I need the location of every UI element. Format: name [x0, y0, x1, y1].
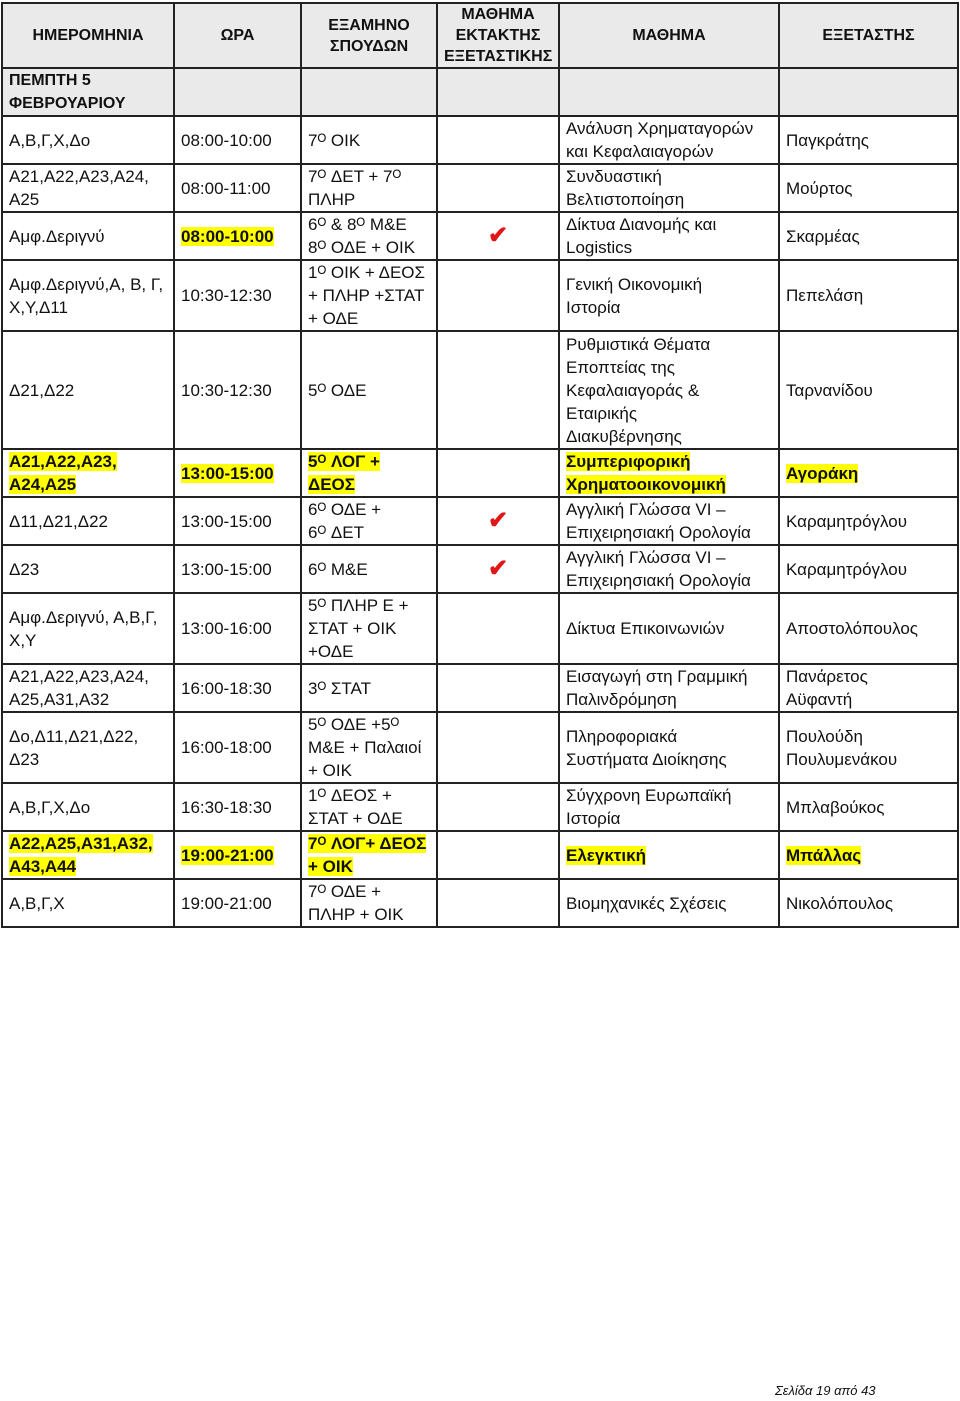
semester-text: 1ᴼ ΟΙΚ + ΔΕΟΣ + ΠΛΗΡ +ΣΤΑΤ + ΟΔΕ: [308, 263, 426, 328]
cell-semester: [301, 260, 437, 331]
course-text: Πληροφοριακά Συστήματα Διοίκησης: [566, 726, 727, 769]
group-text: Α22,Α25,Α31,Α32, Α43,Α44: [9, 834, 153, 876]
group-text: Α21,Α22,Α23, Α24,Α25: [9, 452, 117, 494]
cell-time: [174, 260, 301, 331]
examiner-text: Μούρτος: [786, 178, 853, 198]
cell-time: [174, 116, 301, 164]
table-row: [2, 260, 958, 331]
header-date: ΗΜΕΡΟΜΗΝΙΑ: [2, 3, 174, 68]
examiner-text: Καραμητρόγλου: [786, 559, 908, 579]
cell-examiner: [779, 783, 958, 831]
examiner-text: Αγοράκη: [786, 463, 859, 483]
header-examiner: ΕΞΕΤΑΣΤΗΣ: [779, 3, 958, 68]
header-extra-exam: ΜΑΘΗΜΑ ΕΚΤΑΚΤΗΣ ΕΞΕΤΑΣΤΙΚΗΣ: [437, 3, 559, 68]
cell-course: [559, 664, 779, 712]
header-time: ΩΡΑ: [174, 3, 301, 68]
time-text: 19:00-21:00: [181, 845, 274, 865]
time-text: 08:00-11:00: [181, 178, 271, 198]
date-row: [2, 68, 958, 116]
cell-course: [559, 497, 779, 545]
cell-extra: [437, 545, 559, 593]
table-row: [2, 497, 958, 545]
cell-semester: [301, 116, 437, 164]
table-row: [2, 664, 958, 712]
cell-examiner: [779, 331, 958, 449]
cell-examiner: [779, 449, 958, 497]
table-row: [2, 164, 958, 212]
time-text: 13:00-15:00: [181, 463, 274, 483]
table-row: [2, 879, 958, 927]
cell-extra: [437, 497, 559, 545]
cell-group: [2, 331, 174, 449]
cell-semester: [301, 164, 437, 212]
examiner-text: Ταρνανίδου: [786, 380, 873, 400]
table-row: [2, 449, 958, 497]
semester-text: 7ᴼ ΟΙΚ: [308, 130, 361, 150]
examiner-text: Νικολόπουλος: [786, 893, 894, 913]
group-text: Α,Β,Γ,Χ,Δο: [9, 797, 91, 817]
time-text: 16:30-18:30: [181, 797, 272, 817]
time-text: 16:00-18:00: [181, 738, 272, 757]
group-text: Αμφ.Δεριγνύ: [9, 226, 105, 246]
header-semester: ΕΞΑΜΗΝΟ ΣΠΟΥΔΩΝ: [301, 3, 437, 68]
cell-course: [559, 164, 779, 212]
course-text: Βιομηχανικές Σχέσεις: [566, 893, 727, 913]
cell-time: [174, 449, 301, 497]
table-row: [2, 783, 958, 831]
cell-group: [2, 593, 174, 664]
examiner-text: Σκαρμέας: [786, 226, 860, 246]
cell-extra: [437, 260, 559, 331]
cell-semester: [301, 212, 437, 260]
cell-extra: [437, 783, 559, 831]
cell-course: [559, 783, 779, 831]
cell-group: [2, 212, 174, 260]
course-text: Συμπεριφορική Χρηματοοικονομική: [566, 452, 726, 494]
exam-schedule-table: [1, 2, 959, 928]
cell-semester: [301, 879, 437, 927]
cell-course: [559, 116, 779, 164]
table-row: [2, 712, 958, 783]
header-course: ΜΑΘΗΜΑ: [559, 3, 779, 68]
cell-time: [174, 497, 301, 545]
cell-group: [2, 712, 174, 783]
semester-text: 7ᴼ ΛΟΓ+ ΔΕΟΣ + ΟΙΚ: [308, 834, 427, 876]
time-text: 16:00-18:30: [181, 678, 272, 698]
check-icon: ✔: [487, 554, 509, 582]
semester-text: 6ᴼ Μ&Ε: [308, 559, 368, 579]
semester-text: 6ᴼ & 8ᴼ Μ&Ε 8ᴼ ΟΔΕ + ΟΙΚ: [308, 215, 416, 257]
cell-time: [174, 164, 301, 212]
time-text: 19:00-21:00: [181, 893, 272, 913]
course-text: Αγγλική Γλώσσα VI – Επιχειρησιακή Ορολογία: [566, 500, 751, 542]
cell-extra: [437, 879, 559, 927]
semester-text: 5ᴼ ΛΟΓ + ΔΕΟΣ: [308, 452, 380, 494]
examiner-text: Πεπελάση: [786, 286, 864, 305]
cell-examiner: [779, 212, 958, 260]
cell-time: [174, 331, 301, 449]
cell-course: [559, 212, 779, 260]
page-number: Σελίδα 19 από 43: [775, 1383, 876, 1398]
group-text: Δο,Δ11,Δ21,Δ22, Δ23: [9, 726, 139, 769]
cell-semester: [301, 593, 437, 664]
cell-extra: [437, 593, 559, 664]
cell-examiner: [779, 497, 958, 545]
cell-semester: [301, 831, 437, 879]
time-text: 10:30-12:30: [181, 380, 272, 400]
course-text: Ρυθμιστικά Θέματα Εποπτείας της Κεφαλαιαγοράς & Εταιρικής Διακυβέρνησης: [566, 334, 711, 446]
group-text: Δ11,Δ21,Δ22: [9, 511, 108, 531]
time-text: 08:00-10:00: [181, 130, 272, 150]
cell-extra: [437, 331, 559, 449]
examiner-text: Πανάρετος Αϋφαντή: [786, 667, 868, 709]
course-text: Γενική Οικονομική Ιστορία: [566, 274, 703, 317]
semester-text: 5ᴼ ΠΛΗΡ Ε + ΣΤΑΤ + ΟΙΚ +ΟΔΕ: [308, 596, 409, 661]
cell-time: [174, 783, 301, 831]
cell-extra: [437, 116, 559, 164]
cell-examiner: [779, 593, 958, 664]
cell-course: [559, 712, 779, 783]
cell-extra: [437, 212, 559, 260]
table-row: [2, 593, 958, 664]
cell-group: [2, 260, 174, 331]
table-row: [2, 331, 958, 449]
group-text: Δ21,Δ22: [9, 380, 75, 400]
cell-time: [174, 664, 301, 712]
cell-time: [174, 831, 301, 879]
time-text: 08:00-10:00: [181, 226, 274, 246]
cell-extra: [437, 664, 559, 712]
cell-examiner: [779, 260, 958, 331]
cell-course: [559, 879, 779, 927]
cell-semester: [301, 497, 437, 545]
cell-group: [2, 879, 174, 927]
cell-time: [174, 593, 301, 664]
course-text: Εισαγωγή στη Γραμμική Παλινδρόμηση: [566, 667, 748, 709]
cell-group: [2, 116, 174, 164]
cell-examiner: [779, 664, 958, 712]
cell-course: [559, 449, 779, 497]
semester-text: 5ᴼ ΟΔΕ +5ᴼ Μ&Ε + Παλαιοί + ΟΙΚ: [308, 715, 422, 780]
cell-group: [2, 545, 174, 593]
semester-text: 3ᴼ ΣΤΑΤ: [308, 678, 371, 698]
check-icon: ✔: [487, 506, 509, 534]
cell-examiner: [779, 545, 958, 593]
course-text: Ελεγκτική: [566, 845, 646, 865]
cell-group: [2, 497, 174, 545]
date-label: ΠΕΜΠΤΗ 5 ΦΕΒΡΟΥΑΡΙΟΥ: [2, 68, 174, 116]
cell-group: [2, 164, 174, 212]
course-text: Δίκτυα Επικοινωνιών: [566, 619, 725, 638]
group-text: Α,Β,Γ,Χ: [9, 893, 65, 913]
cell-course: [559, 260, 779, 331]
cell-semester: [301, 545, 437, 593]
examiner-text: Παγκράτης: [786, 130, 869, 150]
cell-extra: [437, 449, 559, 497]
cell-group: [2, 664, 174, 712]
cell-examiner: [779, 116, 958, 164]
time-text: 13:00-16:00: [181, 619, 272, 638]
check-icon: ✔: [487, 221, 509, 249]
time-text: 13:00-15:00: [181, 559, 272, 579]
cell-extra: [437, 712, 559, 783]
cell-course: [559, 331, 779, 449]
group-text: Α,Β,Γ,Χ,Δο: [9, 130, 91, 150]
cell-time: [174, 545, 301, 593]
group-text: Αμφ.Δεριγνύ, Α,Β,Γ, Χ,Υ: [9, 607, 158, 650]
cell-semester: [301, 449, 437, 497]
cell-course: [559, 545, 779, 593]
cell-examiner: [779, 831, 958, 879]
cell-semester: [301, 712, 437, 783]
cell-course: [559, 831, 779, 879]
group-text: Α21,Α22,Α23,Α24, Α25: [9, 167, 149, 209]
time-text: 13:00-15:00: [181, 511, 272, 531]
cell-group: [2, 831, 174, 879]
group-text: Α21,Α22,Α23,Α24, Α25,Α31,Α32: [9, 667, 149, 709]
group-text: Αμφ.Δεριγνύ,Α, Β, Γ, Χ,Υ,Δ11: [9, 274, 164, 317]
group-text: Δ23: [9, 559, 40, 579]
cell-time: [174, 212, 301, 260]
examiner-text: Μπάλλας: [786, 845, 862, 865]
cell-semester: [301, 664, 437, 712]
cell-examiner: [779, 164, 958, 212]
course-text: Δίκτυα Διανομής και Logistics: [566, 215, 717, 257]
semester-text: 6ᴼ ΟΔΕ + 6ᴼ ΔΕΤ: [308, 500, 382, 542]
cell-extra: [437, 831, 559, 879]
cell-time: [174, 879, 301, 927]
examiner-text: Αποστολόπουλος: [786, 619, 918, 638]
examiner-text: Μπλαβούκος: [786, 797, 885, 817]
time-text: 10:30-12:30: [181, 286, 272, 305]
examiner-text: Καραμητρόγλου: [786, 511, 908, 531]
examiner-text: Πουλούδη Πουλυμενάκου: [786, 726, 898, 769]
table-row: [2, 831, 958, 879]
cell-group: [2, 449, 174, 497]
semester-text: 7ᴼ ΔΕΤ + 7ᴼ ΠΛΗΡ: [308, 167, 402, 209]
course-text: Αγγλική Γλώσσα VI – Επιχειρησιακή Ορολογία: [566, 548, 751, 590]
cell-course: [559, 593, 779, 664]
cell-group: [2, 783, 174, 831]
semester-text: 5ᴼ ΟΔΕ: [308, 380, 367, 400]
course-text: Ανάλυση Χρηματαγορών και Κεφαλαιαγορών: [566, 119, 754, 161]
table-row: [2, 116, 958, 164]
cell-extra: [437, 164, 559, 212]
cell-semester: [301, 331, 437, 449]
course-text: Συνδυαστική Βελτιστοποίηση: [566, 167, 685, 209]
header-row: [2, 3, 958, 68]
semester-text: 7ᴼ ΟΔΕ + ΠΛΗΡ + ΟΙΚ: [308, 882, 404, 924]
cell-semester: [301, 783, 437, 831]
cell-examiner: [779, 712, 958, 783]
semester-text: 1ᴼ ΔΕΟΣ + ΣΤΑΤ + ΟΔΕ: [308, 786, 403, 828]
course-text: Σύγχρονη Ευρωπαϊκή Ιστορία: [566, 786, 732, 828]
table-row: [2, 212, 958, 260]
cell-time: [174, 712, 301, 783]
cell-examiner: [779, 879, 958, 927]
table-row: [2, 545, 958, 593]
